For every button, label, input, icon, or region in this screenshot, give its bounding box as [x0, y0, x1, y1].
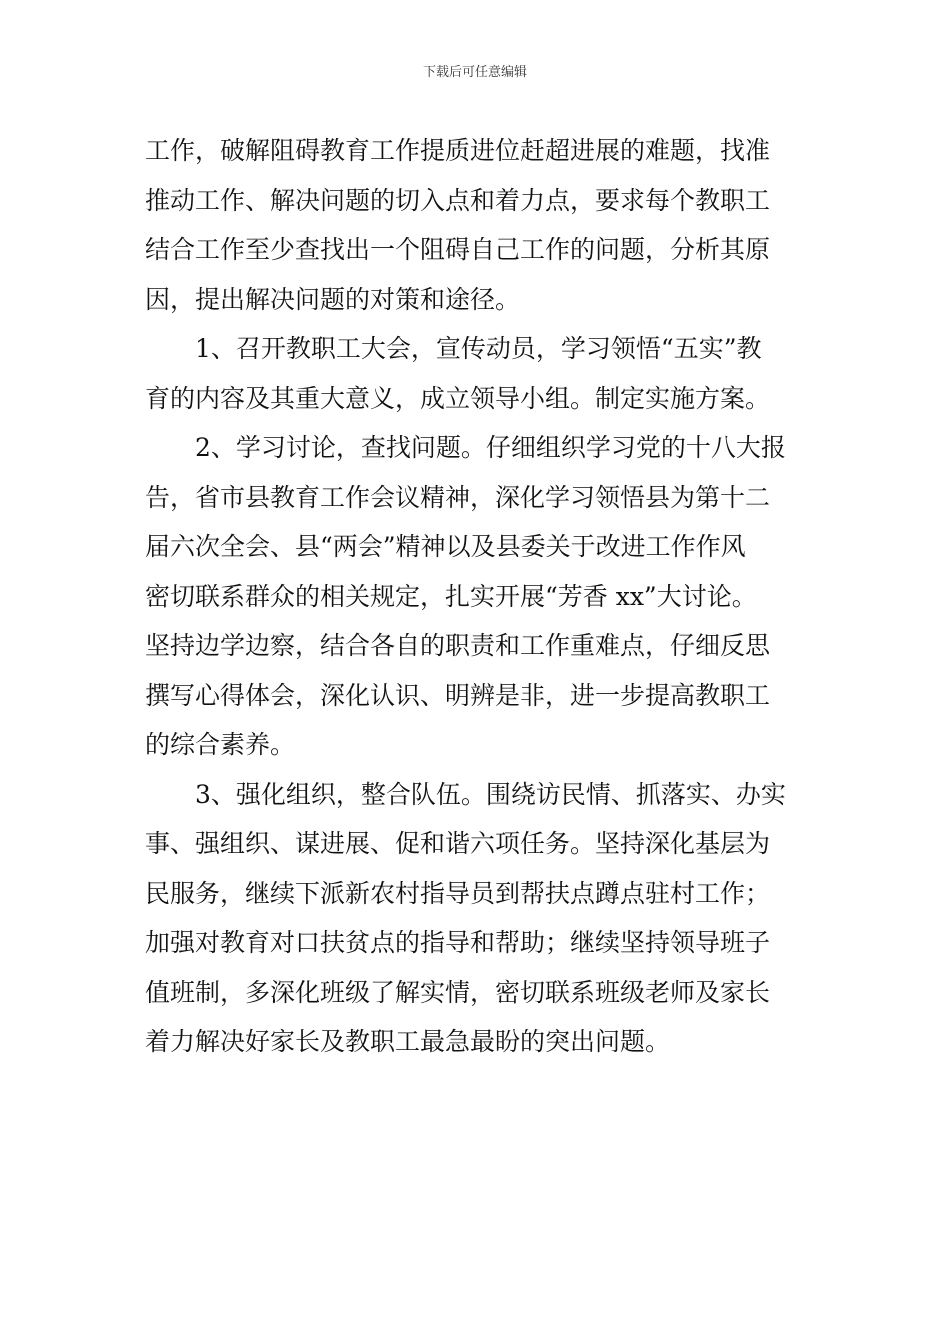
- text-line: 的综合素养。: [145, 730, 296, 759]
- page-header: 下载后可任意编辑: [422, 65, 527, 80]
- text-line: 工作，破解阻碍教育工作提质进位赶超进展的难题，找准: [145, 136, 771, 165]
- text-line: 事、强组织、谋进展、促和谐六项任务。坚持深化基层为: [145, 829, 771, 858]
- text-line: 3、强化组织，整合队伍。围绕访民情、抓落实、办实: [195, 779, 786, 809]
- text-line: 撰写心得体会，深化认识、明辨是非，进一步提高教职工: [145, 680, 771, 710]
- text-line: 加强对教育对口扶贫点的指导和帮助；继续坚持领导班子: [145, 928, 771, 957]
- paragraph-1: [145, 126, 810, 324]
- text-line: 告，省市县教育工作会议精神，深化学习领悟县为第十二: [145, 482, 771, 512]
- paragraph-4: [145, 770, 810, 1067]
- text-line: 1、召开教职工大会，宣传动员，学习领悟“五实”教: [195, 334, 762, 363]
- text-line: 密切联系群众的相关规定，扎实开展“芳香 xx”大讨论。: [145, 581, 757, 611]
- text-line: 推动工作、解决问题的切入点和着力点，要求每个教职工: [145, 185, 771, 215]
- text-line: 着力解决好家长及教职工最急最盼的突出问题。: [145, 1027, 671, 1056]
- text-line: 值班制，多深化班级了解实情，密切联系班级老师及家长: [145, 977, 771, 1007]
- text-line: 结合工作至少查找出一个阻碍自己工作的问题，分析其原: [145, 235, 771, 264]
- text-line: 民服务，继续下派新农村指导员到帮扶点蹲点驻村工作；: [145, 878, 771, 908]
- text-line: 2、学习讨论，查找问题。仔细组织学习党的十八大报: [195, 433, 786, 462]
- text-line: 因，提出解决问题的对策和途径。: [145, 284, 521, 314]
- text-line: 坚持边学边察，结合各自的职责和工作重难点，仔细反思: [145, 631, 771, 660]
- text-line: 届六次全会、县“两会”精神以及县委关于改进工作作风: [145, 532, 746, 561]
- paragraph-2: [145, 324, 810, 423]
- paragraph-3: [145, 423, 810, 770]
- text-line: 育的内容及其重大意义，成立领导小组。制定实施方案。: [145, 383, 771, 413]
- document-body: [145, 126, 810, 1067]
